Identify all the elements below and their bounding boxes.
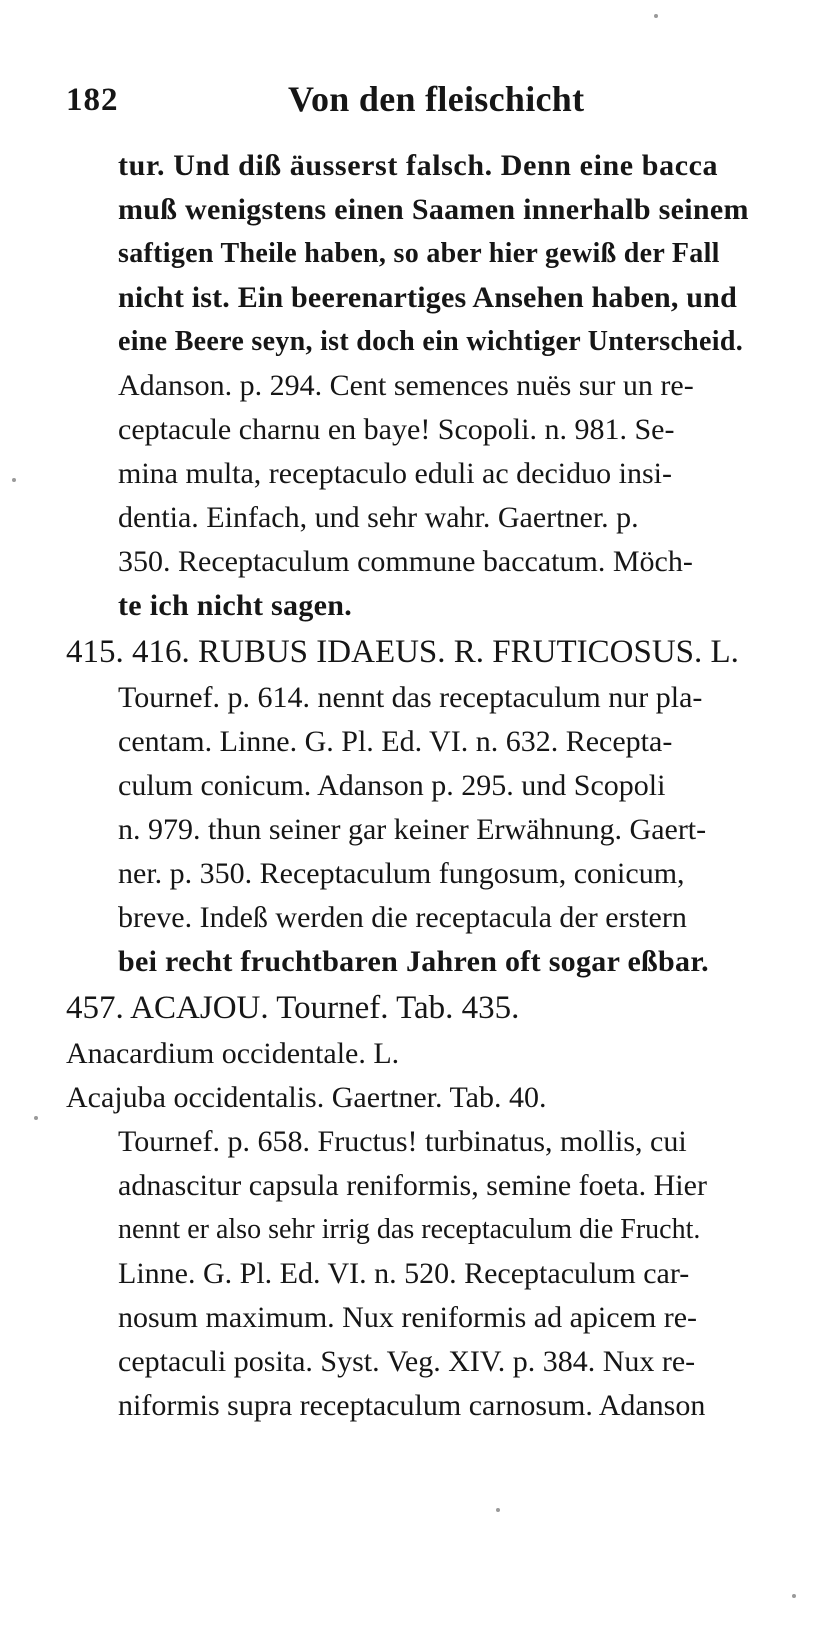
text-line: saftigen Theile haben, so aber hier gewiß der Fall [118,238,720,269]
text-line: centam. Linne. G. Pl. Ed. VI. n. 632. Recepta- [118,725,673,758]
text-line: Acajuba occidentalis. Gaertner. Tab. 40. [66,1081,547,1114]
text-line: Adanson. p. 294. Cent semences nuës sur un re- [118,369,694,402]
text-line: tur. Und diß äusserst falsch. Denn eine bacca [118,149,719,182]
text-line: dentia. Einfach, und sehr wahr. Gaertner. p. [118,501,639,534]
text-line: nennt er also sehr irrig das receptaculum die Frucht. [118,1214,701,1245]
text-line: ner. p. 350. Receptaculum fungosum, conicum, [118,857,685,890]
text-line: nicht ist. Ein beerenartiges Ansehen haben, und [118,281,737,314]
running-head: Von den fleischicht [288,79,585,119]
paper-speck [654,14,658,18]
text-line: Anacardium occidentale. L. [66,1037,400,1070]
text-line: nosum maximum. Nux reniformis ad apicem re- [118,1301,698,1334]
text-line: 350. Receptaculum commune baccatum. Möch- [118,545,693,578]
text-line: breve. Indeß werden die receptacula der erstern [118,901,687,934]
text-line: te ich nicht sagen. [118,589,353,622]
text-line: culum conicum. Adanson p. 295. und Scopoli [118,769,666,802]
text-line: Linne. G. Pl. Ed. VI. n. 520. Receptaculum car- [118,1257,690,1290]
paper-speck [34,1116,38,1120]
entry-heading: 415. 416. RUBUS IDAEUS. R. FRUTICOSUS. L. [66,634,739,670]
paper-speck [496,1508,500,1512]
text-line: Tournef. p. 658. Fructus! turbinatus, mollis, cui [118,1125,687,1158]
text-line: ceptaculi posita. Syst. Veg. XIV. p. 384. Nux re- [118,1345,696,1378]
page-number: 182 [66,82,119,118]
text-line: niformis supra receptaculum carnosum. Adanson [118,1389,706,1422]
paper-speck [792,1594,796,1598]
text-line: mina multa, receptaculo eduli ac deciduo insi- [118,457,672,490]
page-header [66,74,766,124]
text-line: eine Beere seyn, ist doch ein wichtiger Unterscheid. [118,326,744,357]
paper-speck [12,478,16,482]
text-line: adnascitur capsula reniformis, semine foeta. Hier [118,1169,707,1202]
entry-heading: 457. ACAJOU. Tournef. Tab. 435. [66,990,520,1026]
text-line: muß wenigstens einen Saamen innerhalb seinem [118,193,749,226]
text-line: bei recht fruchtbaren Jahren oft sogar eßbar. [118,945,709,978]
text-line: n. 979. thun seiner gar keiner Erwähnung. Gaert- [118,813,707,846]
text-line: ceptacule charnu en baye! Scopoli. n. 981. Se- [118,413,675,446]
text-line: Tournef. p. 614. nennt das receptaculum nur pla- [118,681,703,714]
